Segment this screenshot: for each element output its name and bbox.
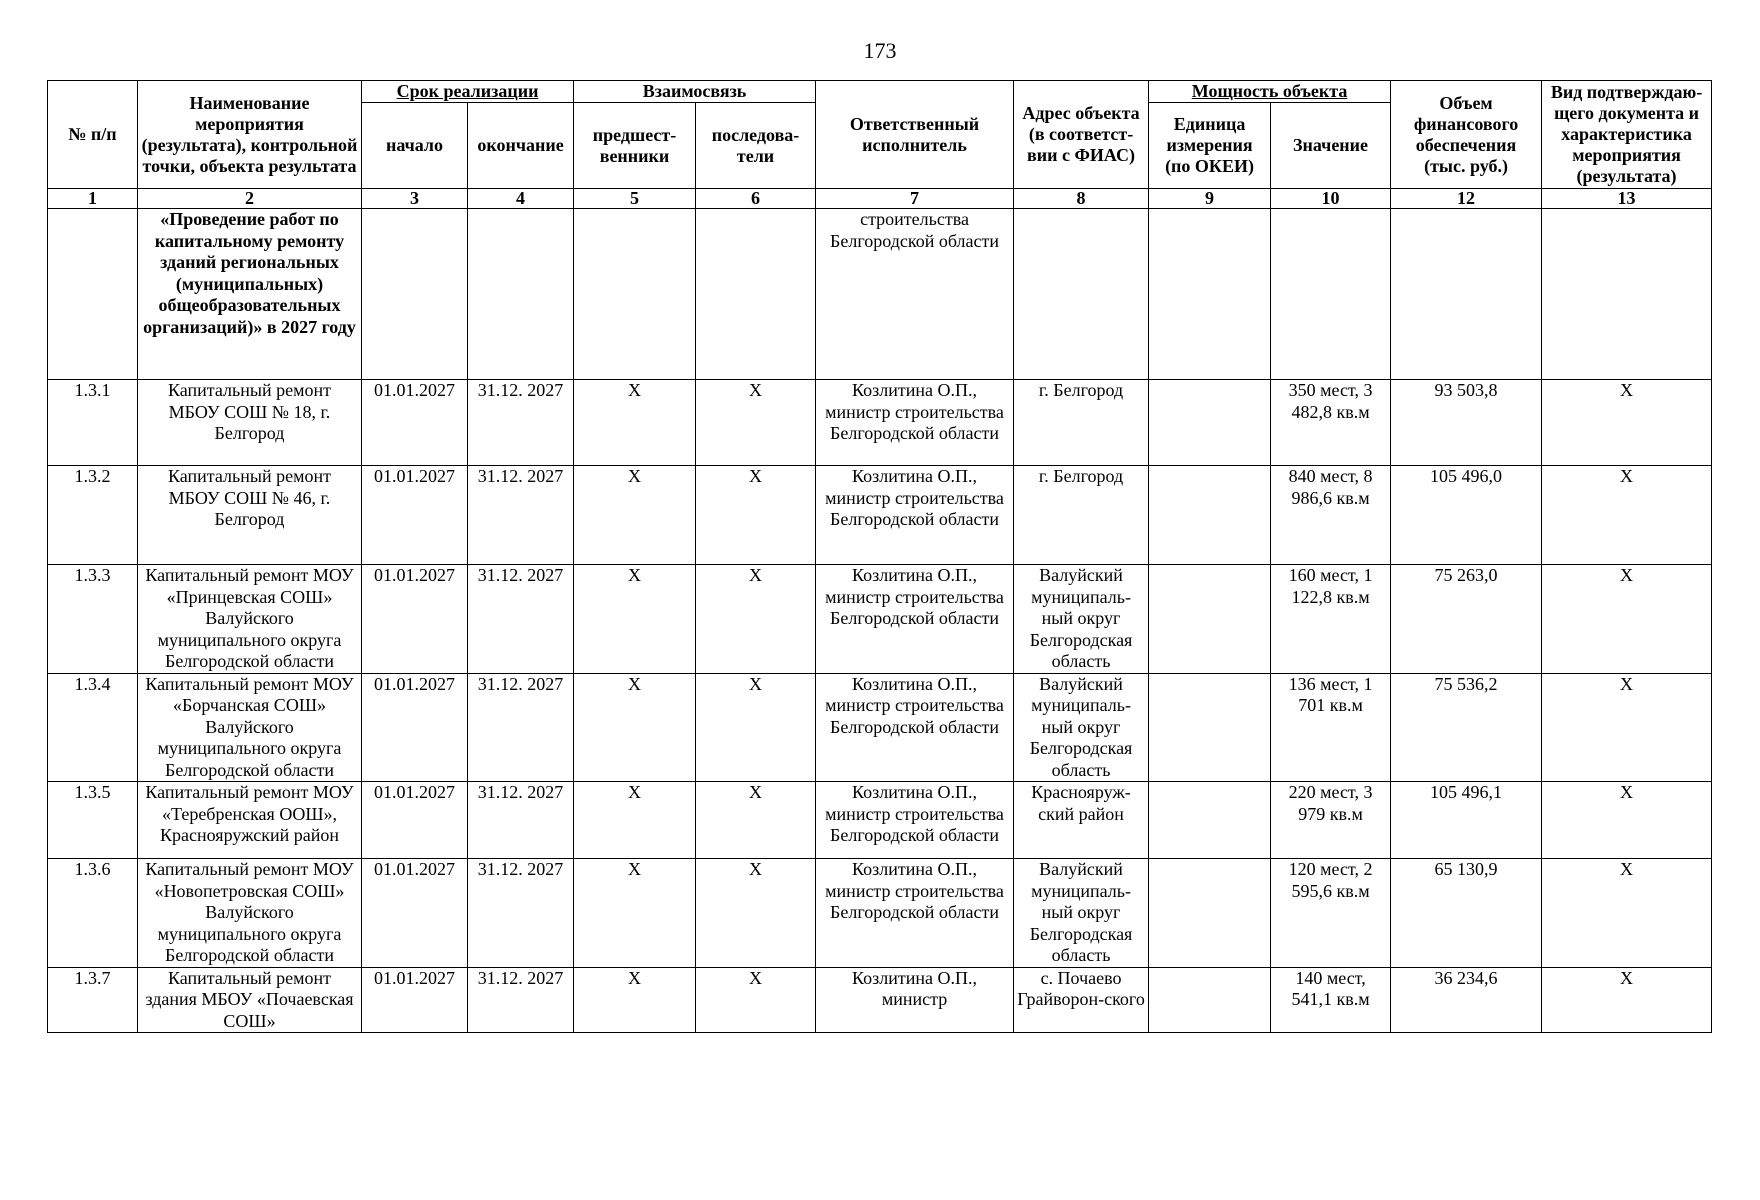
row-value: 160 мест, 1 122,8 кв.м <box>1271 565 1391 674</box>
row-address: Валуйский муниципаль-ный округ Белгородская область <box>1014 565 1149 674</box>
row-start: 01.01.2027 <box>362 380 468 466</box>
header-responsible: Ответственный исполнитель <box>816 81 1014 189</box>
row-document: Х <box>1542 782 1712 859</box>
header-finance: Объем финансового обеспечения (тыс. руб.) <box>1391 81 1542 189</box>
section-row <box>48 209 1712 380</box>
header-capacity: Мощность объекта <box>1149 81 1391 103</box>
row-predecessors: Х <box>574 673 696 782</box>
row-predecessors: Х <box>574 859 696 968</box>
column-number: 12 <box>1391 189 1542 209</box>
header-start: начало <box>362 103 468 189</box>
row-finance: 105 496,0 <box>1391 466 1542 565</box>
row-address: Краснояруж-ский район <box>1014 782 1149 859</box>
row-start: 01.01.2027 <box>362 565 468 674</box>
row-document: Х <box>1542 859 1712 968</box>
row-value: 120 мест, 2 595,6 кв.м <box>1271 859 1391 968</box>
row-start: 01.01.2027 <box>362 673 468 782</box>
row-unit <box>1149 967 1271 1033</box>
section-responsible: строительства Белгородской области <box>816 209 1014 380</box>
empty-cell <box>696 209 816 380</box>
empty-cell <box>362 209 468 380</box>
column-number: 4 <box>468 189 574 209</box>
row-finance: 36 234,6 <box>1391 967 1542 1033</box>
row-finance: 105 496,1 <box>1391 782 1542 859</box>
row-finance: 75 536,2 <box>1391 673 1542 782</box>
row-address: г. Белгород <box>1014 466 1149 565</box>
row-name: Капитальный ремонт МОУ «Новопетровская СОШ» Валуйского муниципального округа Белгородской области <box>138 859 362 968</box>
row-start: 01.01.2027 <box>362 782 468 859</box>
row-responsible: Козлитина О.П., министр строительства Белгородской области <box>816 380 1014 466</box>
row-name: Капитальный ремонт МБОУ СОШ № 18, г. Белгород <box>138 380 362 466</box>
table-row <box>48 673 1712 782</box>
table-row <box>48 466 1712 565</box>
row-predecessors: Х <box>574 967 696 1033</box>
row-responsible: Козлитина О.П., министр <box>816 967 1014 1033</box>
row-start: 01.01.2027 <box>362 859 468 968</box>
header-value: Значение <box>1271 103 1391 189</box>
row-num: 1.3.2 <box>48 466 138 565</box>
row-document: Х <box>1542 967 1712 1033</box>
row-address: Валуйский муниципаль-ный округ Белгородская область <box>1014 859 1149 968</box>
row-start: 01.01.2027 <box>362 466 468 565</box>
row-num: 1.3.7 <box>48 967 138 1033</box>
section-title: «Проведение работ по капитальному ремонту зданий региональных (муниципальных) общеобразовательных организаций)» в 2027 году <box>138 209 362 380</box>
row-num: 1.3.6 <box>48 859 138 968</box>
header-period: Срок реализации <box>362 81 574 103</box>
row-end: 31.12. 2027 <box>468 466 574 565</box>
empty-cell <box>1542 209 1712 380</box>
empty-cell <box>1271 209 1391 380</box>
table-row <box>48 565 1712 674</box>
row-responsible: Козлитина О.П., министр строительства Белгородской области <box>816 466 1014 565</box>
header-document: Вид подтверждаю-щего документа и характеристика мероприятия (результата) <box>1542 81 1712 189</box>
row-num: 1.3.5 <box>48 782 138 859</box>
empty-cell <box>1014 209 1149 380</box>
row-responsible: Козлитина О.П., министр строительства Белгородской области <box>816 565 1014 674</box>
row-successors: Х <box>696 565 816 674</box>
row-unit <box>1149 673 1271 782</box>
row-unit <box>1149 859 1271 968</box>
row-responsible: Козлитина О.П., министр строительства Белгородской области <box>816 673 1014 782</box>
row-responsible: Козлитина О.П., министр строительства Белгородской области <box>816 782 1014 859</box>
row-end: 31.12. 2027 <box>468 967 574 1033</box>
row-value: 140 мест, 541,1 кв.м <box>1271 967 1391 1033</box>
row-document: Х <box>1542 466 1712 565</box>
row-start: 01.01.2027 <box>362 967 468 1033</box>
column-number: 9 <box>1149 189 1271 209</box>
column-number: 8 <box>1014 189 1149 209</box>
header-name: Наименование мероприятия (результата), контрольной точки, объекта результата <box>138 81 362 189</box>
row-successors: Х <box>696 380 816 466</box>
column-number-row <box>48 189 1712 209</box>
row-document: Х <box>1542 565 1712 674</box>
empty-cell <box>468 209 574 380</box>
row-value: 350 мест, 3 482,8 кв.м <box>1271 380 1391 466</box>
header-predecessors: предшест-венники <box>574 103 696 189</box>
row-successors: Х <box>696 466 816 565</box>
row-predecessors: Х <box>574 466 696 565</box>
table-row <box>48 380 1712 466</box>
header-unit: Единица измерения (по ОКЕИ) <box>1149 103 1271 189</box>
row-unit <box>1149 565 1271 674</box>
row-value: 220 мест, 3 979 кв.м <box>1271 782 1391 859</box>
row-document: Х <box>1542 380 1712 466</box>
column-number: 13 <box>1542 189 1712 209</box>
column-number: 1 <box>48 189 138 209</box>
row-successors: Х <box>696 673 816 782</box>
header-address: Адрес объекта (в соответст-вии с ФИАС) <box>1014 81 1149 189</box>
table-row <box>48 782 1712 859</box>
row-unit <box>1149 380 1271 466</box>
row-predecessors: Х <box>574 565 696 674</box>
row-name: Капитальный ремонт МОУ «Принцевская СОШ» Валуйского муниципального округа Белгородской области <box>138 565 362 674</box>
column-number: 3 <box>362 189 468 209</box>
row-address: с. Почаево Грайворон-ского <box>1014 967 1149 1033</box>
row-end: 31.12. 2027 <box>468 565 574 674</box>
empty-cell <box>574 209 696 380</box>
row-successors: Х <box>696 859 816 968</box>
header-successors: последова-тели <box>696 103 816 189</box>
row-responsible: Козлитина О.П., министр строительства Белгородской области <box>816 859 1014 968</box>
row-finance: 93 503,8 <box>1391 380 1542 466</box>
row-address: Валуйский муниципаль-ный округ Белгородская область <box>1014 673 1149 782</box>
section-num-cell <box>48 209 138 380</box>
header-link: Взаимосвязь <box>574 81 816 103</box>
measures-table <box>47 80 1712 1033</box>
row-finance: 65 130,9 <box>1391 859 1542 968</box>
row-successors: Х <box>696 967 816 1033</box>
row-unit <box>1149 466 1271 565</box>
row-end: 31.12. 2027 <box>468 380 574 466</box>
row-num: 1.3.1 <box>48 380 138 466</box>
row-successors: Х <box>696 782 816 859</box>
row-name: Капитальный ремонт МОУ «Борчанская СОШ» Валуйского муниципального округа Белгородской области <box>138 673 362 782</box>
empty-cell <box>1149 209 1271 380</box>
column-number: 10 <box>1271 189 1391 209</box>
row-name: Капитальный ремонт МБОУ СОШ № 46, г. Белгород <box>138 466 362 565</box>
row-unit <box>1149 782 1271 859</box>
column-number: 7 <box>816 189 1014 209</box>
row-name: Капитальный ремонт здания МБОУ «Почаевская СОШ» <box>138 967 362 1033</box>
row-name: Капитальный ремонт МОУ «Теребренская ООШ», Краснояружский район <box>138 782 362 859</box>
table-row <box>48 967 1712 1033</box>
row-address: г. Белгород <box>1014 380 1149 466</box>
row-end: 31.12. 2027 <box>468 782 574 859</box>
column-number: 2 <box>138 189 362 209</box>
page-number: 173 <box>863 38 897 63</box>
row-num: 1.3.3 <box>48 565 138 674</box>
row-end: 31.12. 2027 <box>468 859 574 968</box>
column-number: 6 <box>696 189 816 209</box>
header-num: № п/п <box>48 81 138 189</box>
table-row <box>48 859 1712 968</box>
column-number: 5 <box>574 189 696 209</box>
row-end: 31.12. 2027 <box>468 673 574 782</box>
row-predecessors: Х <box>574 782 696 859</box>
row-predecessors: Х <box>574 380 696 466</box>
header-end: окончание <box>468 103 574 189</box>
row-value: 136 мест, 1 701 кв.м <box>1271 673 1391 782</box>
row-num: 1.3.4 <box>48 673 138 782</box>
row-value: 840 мест, 8 986,6 кв.м <box>1271 466 1391 565</box>
empty-cell <box>1391 209 1542 380</box>
row-finance: 75 263,0 <box>1391 565 1542 674</box>
row-document: Х <box>1542 673 1712 782</box>
